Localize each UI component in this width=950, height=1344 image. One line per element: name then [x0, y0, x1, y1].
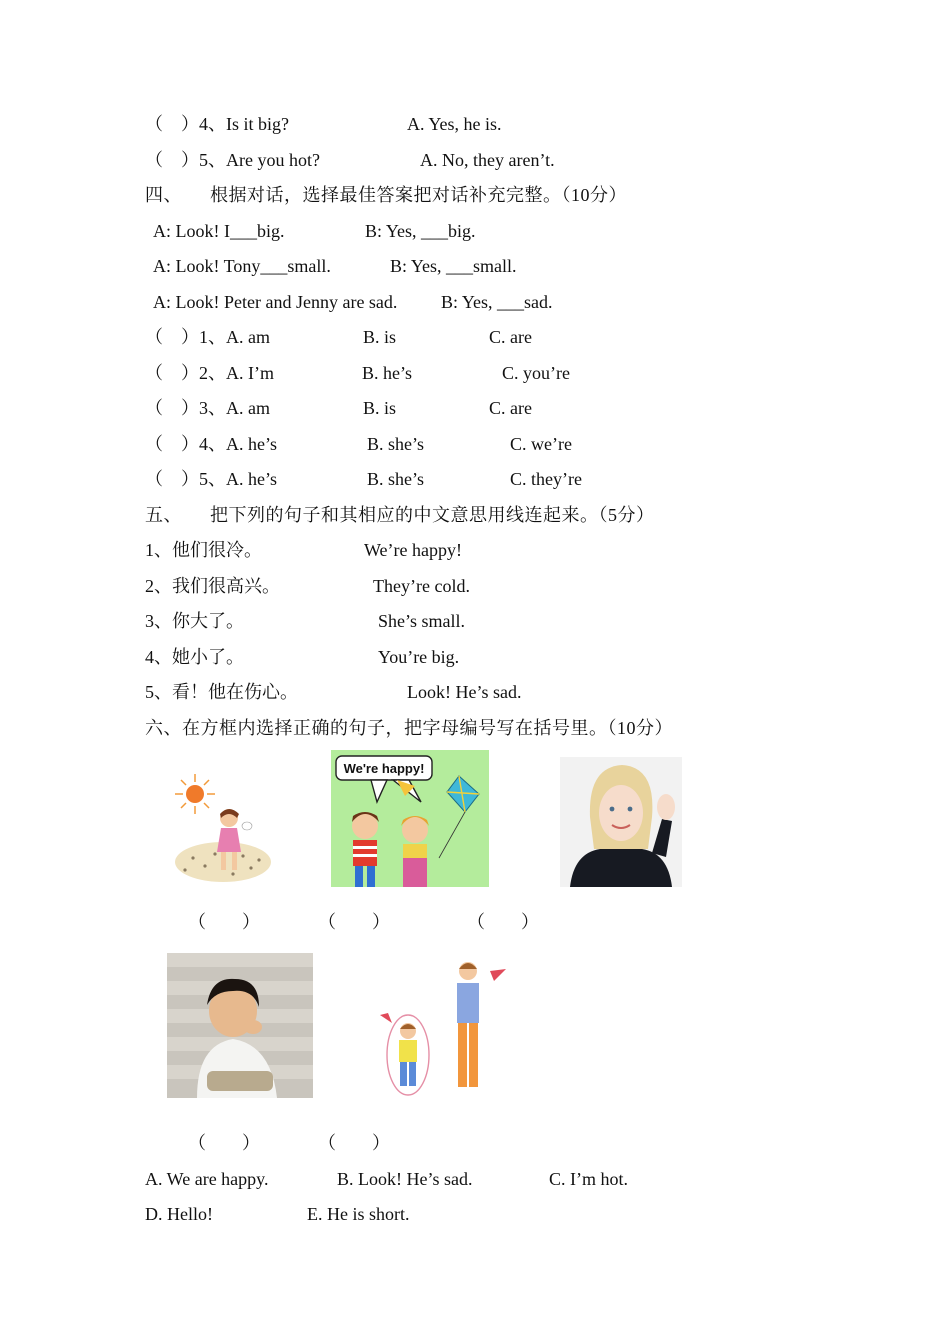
- answer-paren-2[interactable]: （ ）: [318, 912, 390, 932]
- sec4-choice-5-a: （ ）5、A. he’s: [145, 469, 277, 489]
- sec4-heading: 四、 根据对话，选择最佳答案把对话补充完整。（10分）: [145, 185, 627, 205]
- answer-paren-3[interactable]: （ ）: [467, 912, 539, 932]
- sec4-choice-2-b: B. he’s: [362, 363, 413, 383]
- option-c: C. I’m hot.: [549, 1169, 628, 1189]
- speech-bubble-text: We're happy!: [343, 761, 425, 776]
- sec4-choice-2-a: （ ）2、A. I’m: [145, 363, 274, 383]
- sec5-pair-2-en: They’re cold.: [373, 576, 470, 596]
- sec6-heading: 六、在方框内选择正确的句子，把字母编号写在括号里。（10分）: [145, 718, 673, 738]
- option-a: A. We are happy.: [145, 1169, 269, 1189]
- sec4-dialog-2-a: A: Look! Tony___small.: [153, 256, 331, 276]
- sec3-item-5-question: （ ）5、Are you hot?: [145, 150, 320, 170]
- sec5-pair-3-en: She’s small.: [378, 611, 466, 631]
- sec4-choice-1-c: C. are: [489, 327, 532, 347]
- sec4-choice-1-a: （ ）1、A. am: [145, 327, 270, 347]
- sec4-choice-3-b: B. is: [363, 398, 397, 418]
- sec4-choice-2-c: C. you’re: [502, 363, 570, 383]
- sec5-pair-1-en: We’re happy!: [364, 540, 462, 560]
- hot-girl-picture: [163, 770, 273, 888]
- sec4-dialog-1-b: B: Yes, ___big.: [365, 221, 476, 241]
- sec4-choice-4-b: B. she’s: [367, 434, 425, 454]
- sec5-heading: 五、 把下列的句子和其相应的中文意思用线连起来。（5分）: [145, 505, 655, 525]
- option-d: D. Hello!: [145, 1204, 213, 1224]
- sec4-dialog-3-b: B: Yes, ___sad.: [441, 292, 553, 312]
- sec4-choice-5-b: B. she’s: [367, 469, 425, 489]
- sec4-dialog-3-a: A: Look! Peter and Jenny are sad.: [153, 292, 398, 312]
- sun-icon: [163, 770, 273, 888]
- short-boy-picture: [378, 957, 508, 1099]
- sec5-pair-3-zh: 3、你大了。: [145, 611, 244, 631]
- sec4-choice-5-c: C. they’re: [510, 469, 582, 489]
- sec5-pair-4-zh: 4、她小了。: [145, 647, 244, 667]
- sec4-dialog-1-a: A: Look! I___big.: [153, 221, 285, 241]
- sec4-choice-4-a: （ ）4、A. he’s: [145, 434, 277, 454]
- sec5-pair-5-zh: 5、看！他在伤心。: [145, 682, 298, 702]
- answer-paren-1[interactable]: （ ）: [188, 912, 260, 932]
- sec4-choice-4-c: C. we’re: [510, 434, 572, 454]
- sec5-pair-2-zh: 2、我们很高兴。: [145, 576, 280, 596]
- sec3-item-5-answer: A. No, they aren’t.: [420, 150, 555, 170]
- sad-boy-picture: [167, 953, 313, 1098]
- answer-paren-4[interactable]: （ ）: [188, 1133, 260, 1153]
- sec4-choice-3-c: C. are: [489, 398, 532, 418]
- waving-girl-picture: [560, 757, 682, 887]
- sec5-pair-5-en: Look! He’s sad.: [407, 682, 522, 702]
- option-b: B. Look! He’s sad.: [337, 1169, 473, 1189]
- sec3-item-4-question: （ ）4、Is it big?: [145, 114, 289, 134]
- answer-paren-5[interactable]: （ ）: [318, 1133, 390, 1153]
- sec4-choice-1-b: B. is: [363, 327, 397, 347]
- option-e: E. He is short.: [307, 1204, 410, 1224]
- sec3-item-4-answer: A. Yes, he is.: [407, 114, 502, 134]
- sec4-dialog-2-b: B: Yes, ___small.: [390, 256, 517, 276]
- happy-kids-picture: [331, 750, 489, 887]
- sec4-choice-3-a: （ ）3、A. am: [145, 398, 270, 418]
- sec5-pair-4-en: You’re big.: [378, 647, 460, 667]
- sec5-pair-1-zh: 1、他们很冷。: [145, 540, 262, 560]
